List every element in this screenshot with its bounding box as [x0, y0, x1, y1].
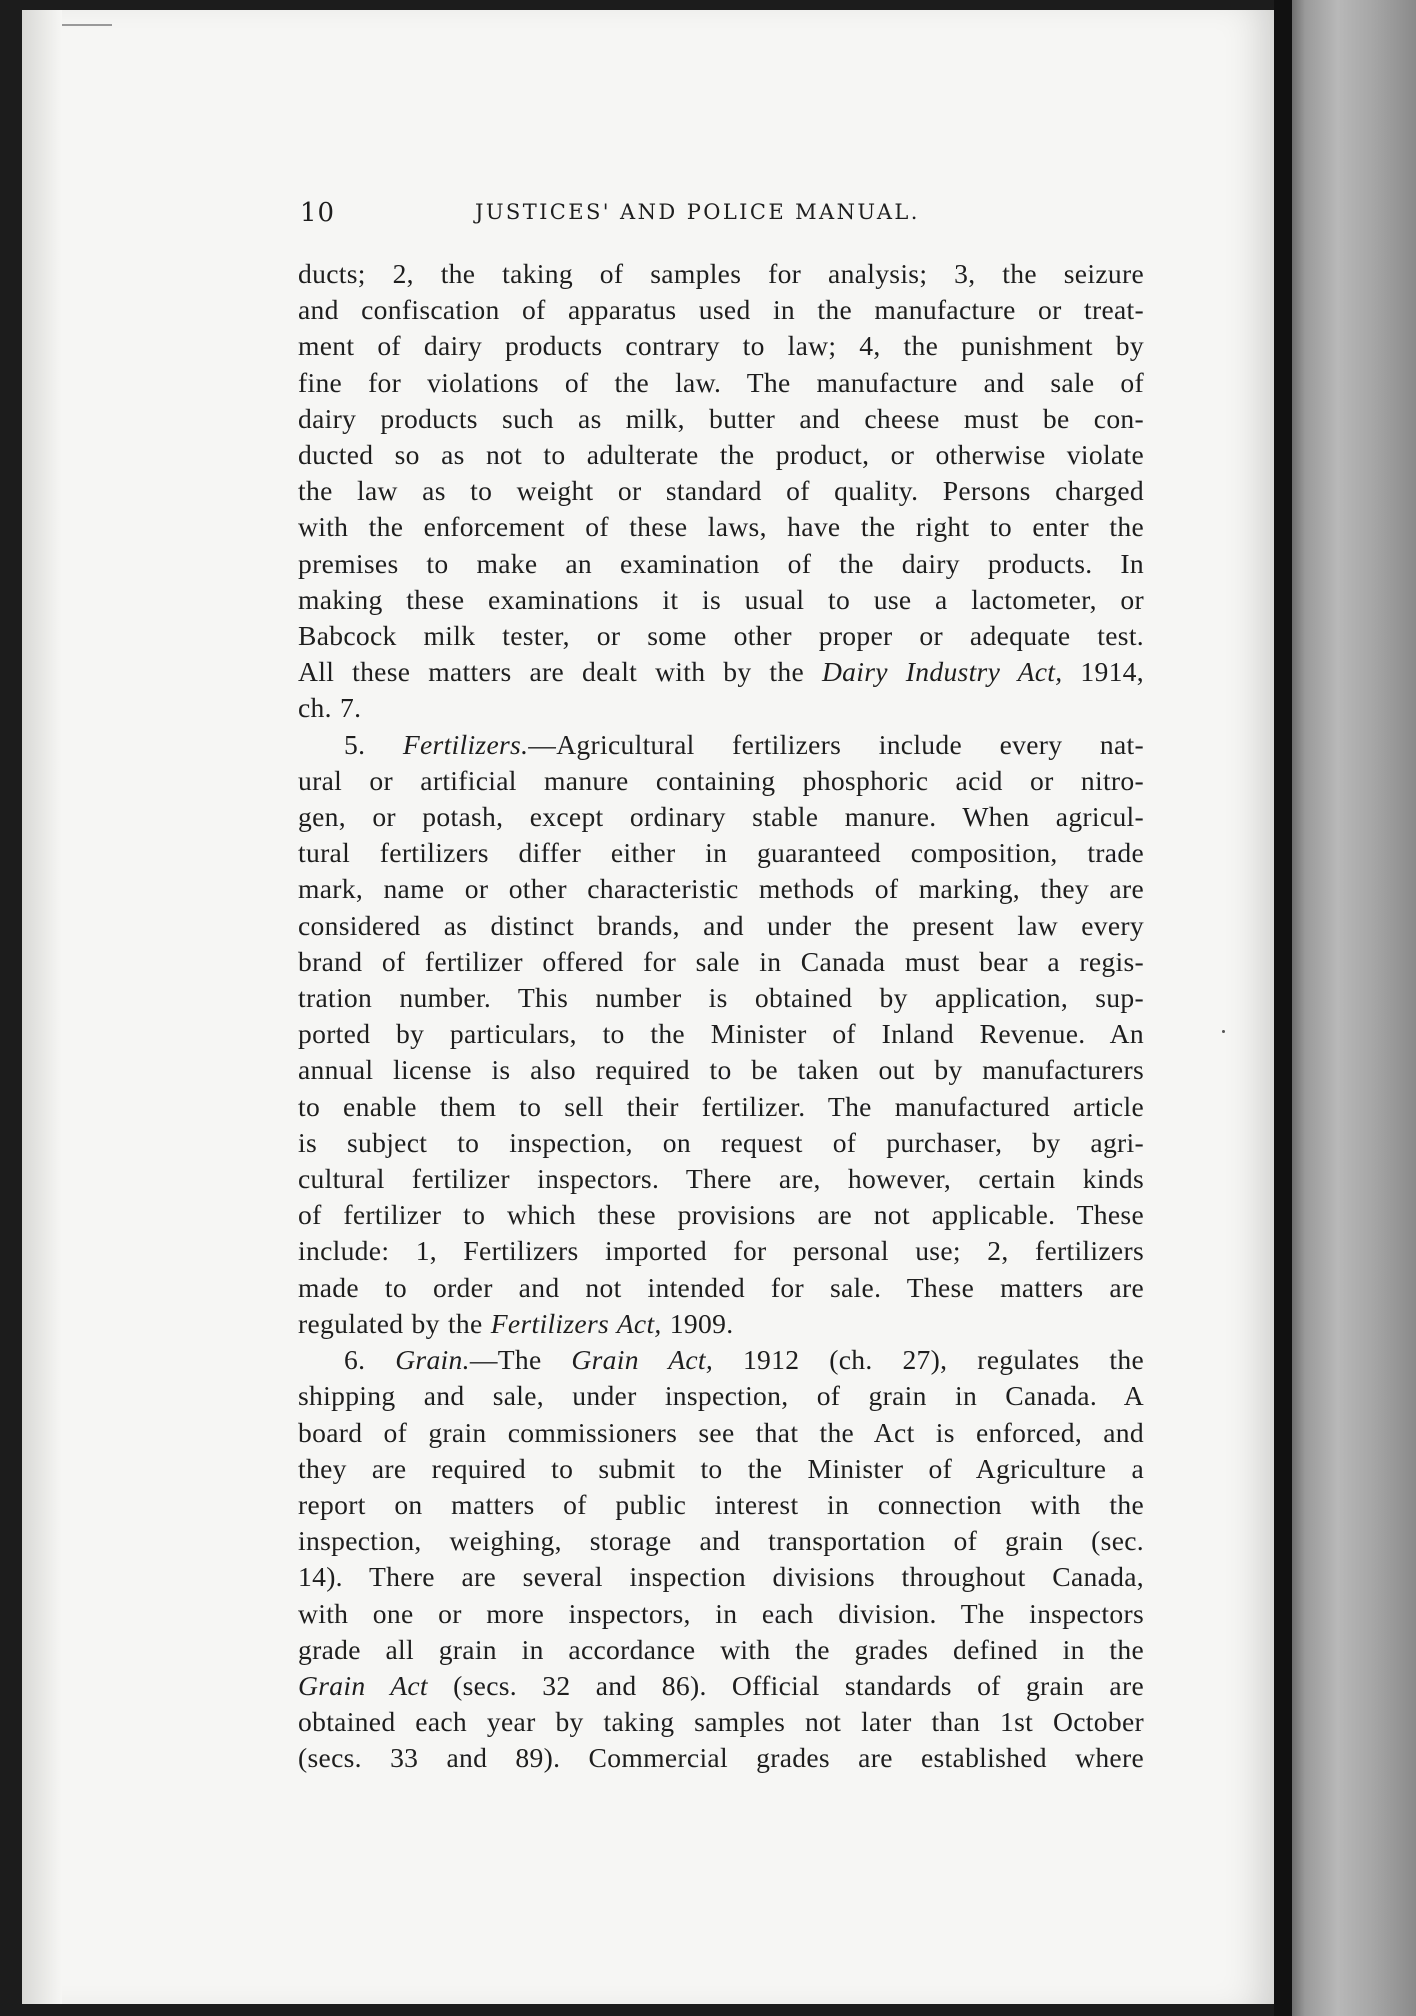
text-run: 1909. [661, 1307, 734, 1339]
text-run: mark, name or other characteristic methods of marking, they are [298, 873, 1144, 905]
text-run: premises to make an examination of the dairy products. In [298, 547, 1144, 579]
text-run: the law as to weight or standard of quality. Persons charged [298, 475, 1144, 507]
text-run: —Agricultural fertilizers include every nat- [528, 728, 1144, 760]
running-head: JUSTICES' AND POLICE MANUAL. [475, 200, 920, 224]
text-run: (secs. 32 and 86). Official standards of grain are [427, 1669, 1144, 1701]
text-line [298, 1233, 1144, 1269]
text-line [298, 944, 1144, 980]
text-run: inspection, weighing, storage and transportation of grain (sec. [298, 1525, 1144, 1557]
text-run: grade all grain in accordance with the grades defined in the [298, 1633, 1144, 1665]
text-line [298, 1740, 1144, 1776]
text-run: ch. 7. [298, 692, 362, 724]
text-run: made to order and not intended for sale. These matters are [298, 1271, 1144, 1303]
text-line [298, 1451, 1144, 1487]
text-run: 1912 (ch. 27), regulates the [713, 1344, 1144, 1376]
text-line [298, 835, 1144, 871]
text-run: with one or more inspectors, in each division. The inspectors [298, 1597, 1144, 1629]
text-run: —The [469, 1344, 572, 1376]
text-run: annual license is also required to be taken out by manufacturers [298, 1054, 1144, 1086]
text-line [298, 1342, 1144, 1378]
text-line [298, 1052, 1144, 1088]
text-line [298, 437, 1144, 473]
text-line [298, 1523, 1144, 1559]
text-line [298, 401, 1144, 437]
spine-shadow [1274, 0, 1292, 2016]
text-line [298, 1270, 1144, 1306]
text-line [298, 690, 1144, 726]
text-line [298, 1197, 1144, 1233]
text-run: tration number. This number is obtained by application, sup- [298, 982, 1144, 1014]
text-line [298, 292, 1144, 328]
text-line [298, 1415, 1144, 1451]
text-run: regulated by the [298, 1307, 491, 1339]
text-run: shipping and sale, under inspection, of grain in Canada. A [298, 1380, 1144, 1412]
text-run: to enable them to sell their fertilizer. The manufactured article [298, 1090, 1144, 1122]
text-run: ural or artificial manure containing phosphoric acid or nitro- [298, 764, 1144, 796]
text-line [298, 908, 1144, 944]
text-line [298, 473, 1144, 509]
text-run: with the enforcement of these laws, have the right to enter the [298, 511, 1144, 543]
text-run: All these matters are dealt with by the [298, 656, 822, 688]
text-run: making these examinations it is usual to use a lactometer, or [298, 583, 1144, 615]
italic-text: Dairy Industry Act, [821, 656, 1063, 688]
body-text [298, 256, 1144, 1777]
text-run: dairy products such as milk, butter and cheese must be con- [298, 402, 1144, 434]
text-run: fine for violations of the law. The manufacture and sale of [298, 366, 1144, 398]
text-line [298, 1487, 1144, 1523]
text-run: 6. [344, 1344, 396, 1376]
text-run: of fertilizer to which these provisions are not applicable. These [298, 1199, 1144, 1231]
text-line [298, 1378, 1144, 1414]
text-line [298, 980, 1144, 1016]
text-run: Babcock milk tester, or some other proper or adequate test. [298, 620, 1144, 652]
text-line [298, 546, 1144, 582]
text-run: cultural fertilizer inspectors. There are, however, certain kinds [298, 1163, 1144, 1195]
text-run: (secs. 33 and 89). Commercial grades are established where [298, 1742, 1144, 1774]
text-run: considered as distinct brands, and under the present law every [298, 909, 1144, 941]
text-line [298, 618, 1144, 654]
text-run: is subject to inspection, on request of purchaser, by agri- [298, 1126, 1144, 1158]
text-line [298, 509, 1144, 545]
scan-mark [62, 24, 112, 26]
text-run: gen, or potash, except ordinary stable manure. When agricul- [298, 801, 1144, 833]
text-run: ducts; 2, the taking of samples for analysis; 3, the seizure [298, 258, 1144, 289]
text-run: brand of fertilizer offered for sale in Canada must bear a regis- [298, 945, 1144, 977]
text-run: 14). There are several inspection divisions throughout Canada, [298, 1561, 1144, 1593]
text-line [298, 1089, 1144, 1125]
text-line [298, 871, 1144, 907]
text-run: 5. [344, 728, 403, 760]
speck [1222, 1030, 1225, 1033]
text-line [298, 1704, 1144, 1740]
text-line [298, 1016, 1144, 1052]
italic-text: Grain Act [298, 1669, 428, 1701]
italic-text: Fertilizers. [402, 728, 529, 760]
italic-text: Grain Act, [571, 1344, 714, 1376]
text-run: 1914, [1062, 656, 1144, 688]
text-run: board of grain commissioners see that the Act is enforced, and [298, 1416, 1144, 1448]
text-line [298, 1125, 1144, 1161]
page-edge [22, 10, 62, 2004]
text-run: ment of dairy products contrary to law; 4, the punishment by [298, 330, 1144, 362]
text-line [298, 799, 1144, 835]
text-line [298, 727, 1144, 763]
text-run: report on matters of public interest in connection with the [298, 1488, 1144, 1520]
text-run: include: 1, Fertilizers imported for personal use; 2, fertilizers [298, 1235, 1144, 1267]
text-run: ducted so as not to adulterate the product, or otherwise violate [298, 439, 1144, 471]
text-line [298, 582, 1144, 618]
text-line [298, 256, 1144, 292]
text-line [298, 1306, 1144, 1342]
text-line [298, 1632, 1144, 1668]
text-line [298, 365, 1144, 401]
italic-text: Grain. [395, 1344, 470, 1376]
text-line [298, 1559, 1144, 1595]
text-run: and confiscation of apparatus used in the manufacture or treat- [298, 294, 1144, 326]
text-run: they are required to submit to the Minister of Agriculture a [298, 1452, 1144, 1484]
page-number: 10 [300, 198, 336, 228]
page-header [300, 198, 1140, 238]
text-line [298, 1161, 1144, 1197]
text-line [298, 328, 1144, 364]
text-line [298, 763, 1144, 799]
book-spine [1274, 0, 1416, 2016]
text-run: obtained each year by taking samples not later than 1st October [298, 1706, 1144, 1738]
text-run: tural fertilizers differ either in guaranteed composition, trade [298, 837, 1144, 869]
text-line [298, 654, 1144, 690]
text-line [298, 1668, 1144, 1704]
text-line [298, 1596, 1144, 1632]
italic-text: Fertilizers Act, [490, 1307, 662, 1339]
text-run: ported by particulars, to the Minister of Inland Revenue. An [298, 1018, 1144, 1050]
